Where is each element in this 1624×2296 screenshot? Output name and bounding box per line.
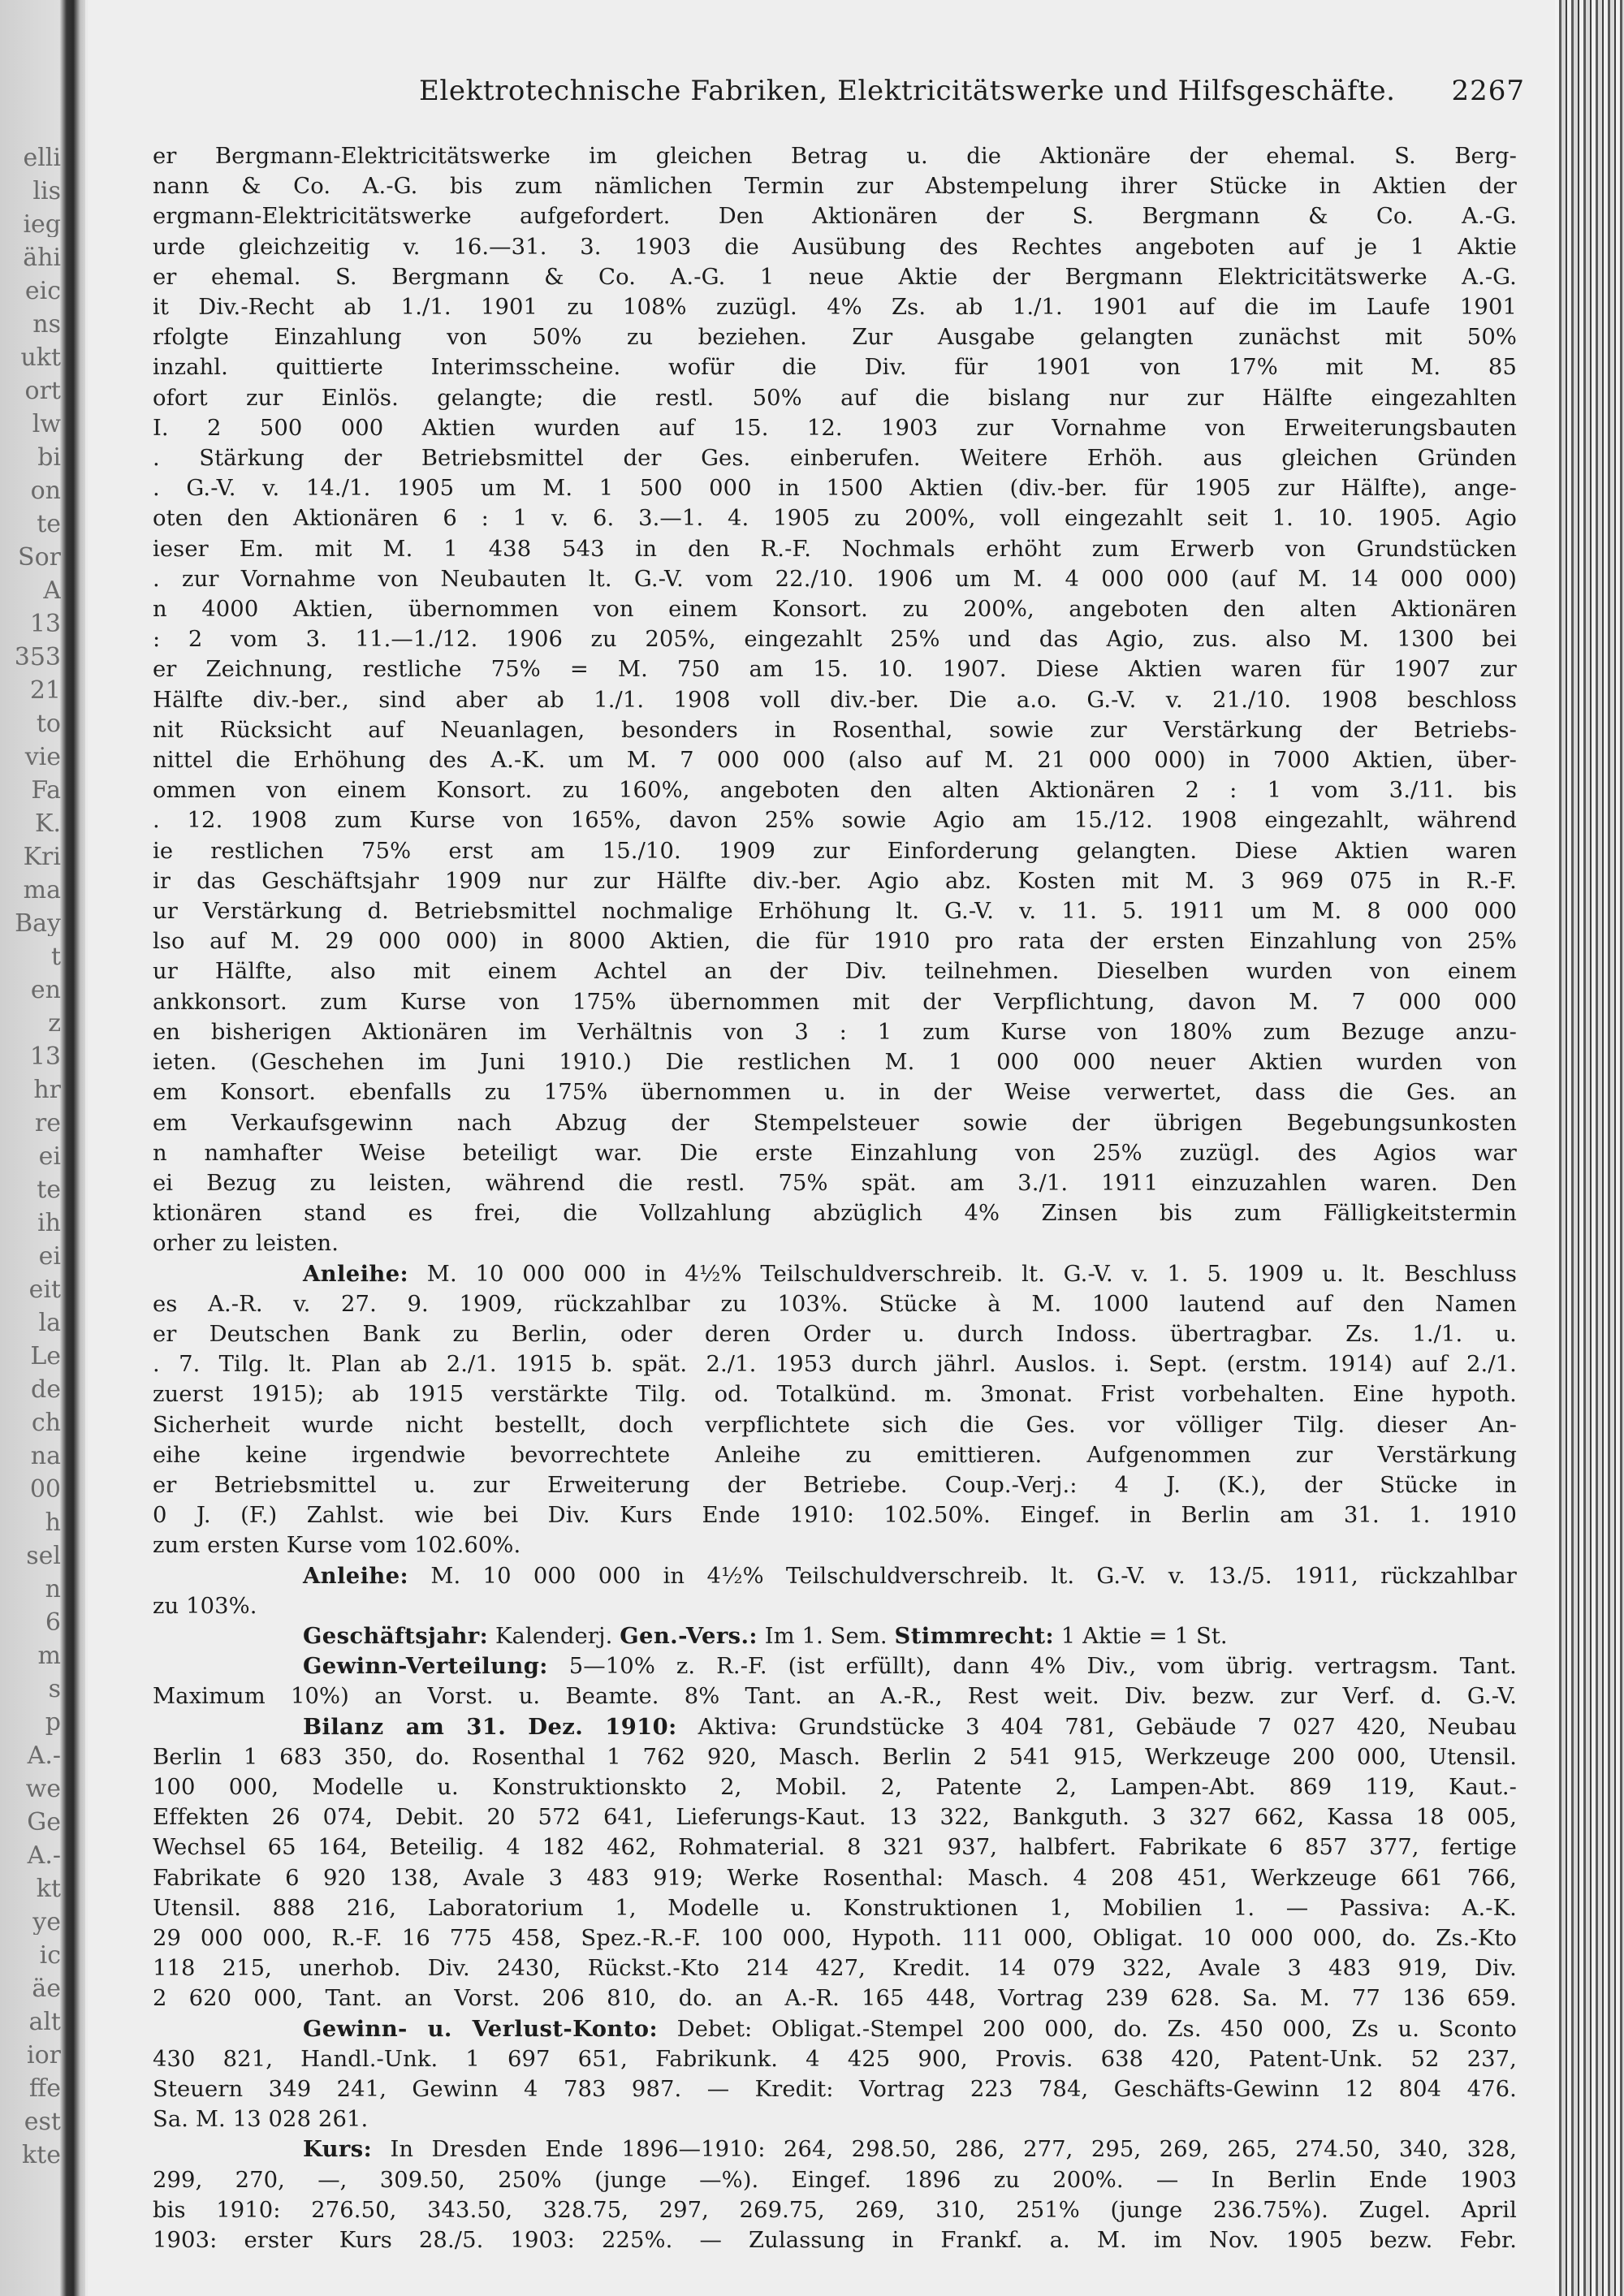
margin-fragment: Ge bbox=[27, 1810, 61, 1835]
margin-fragment: ior bbox=[27, 2044, 61, 2068]
line-text: . Stärkung der Betriebsmittel der Ges. einberufen. Weitere Erhöh. aus gleichen Gründen bbox=[153, 446, 1517, 472]
line-text: ieser Em. mit M. 1 438 543 in den R.-F. Nochmals erhöht zum Erwerb von Grundstücken bbox=[153, 536, 1517, 562]
text-line bbox=[153, 2044, 1517, 2074]
line-text: 29 000 000, R.-F. 16 775 458, Spez.-R.-F. 100 000, Hypoth. 111 000, Obligat. 10 000 000, do. Zs.-Kto bbox=[153, 1925, 1517, 1951]
line-text: ir das Geschäftsjahr 1909 nur zur Hälfte div.-ber. Agio abz. Kosten mit M. 3 969 075 in R.-F. bbox=[153, 868, 1517, 894]
line-text: ktionären stand es frei, die Vollzahlung abzüglich 4% Zinsen bis zum Fälligkeitstermin bbox=[153, 1201, 1517, 1227]
text-line bbox=[153, 1138, 1517, 1168]
text-line bbox=[153, 1802, 1517, 1832]
document-page bbox=[88, 0, 1555, 2296]
text-line bbox=[153, 1228, 1517, 1258]
text-line bbox=[153, 1953, 1517, 1983]
margin-fragment: lw bbox=[32, 412, 61, 437]
line-text: er Betriebsmittel u. zur Erweiterung der Betriebe. Coup.-Verj.: 4 J. (K.), der Stücke in bbox=[153, 1472, 1517, 1498]
text-line bbox=[153, 1772, 1517, 1802]
text-line bbox=[153, 1168, 1517, 1198]
line-text: er Deutschen Bank zu Berlin, oder deren Order u. durch Indoss. übertragbar. Zs. 1./1. u. bbox=[153, 1321, 1517, 1347]
line-text: em Verkaufsgewinn nach Abzug der Stempelsteuer sowie der übrigen Begebungsunkosten bbox=[153, 1110, 1517, 1136]
running-header bbox=[331, 75, 1525, 112]
margin-fragment: elli bbox=[23, 146, 61, 170]
line-text: 299, 270, —, 309.50, 250% (junge —%). Eingef. 1896 zu 200%. — In Berlin Ende 1903 bbox=[153, 2167, 1517, 2193]
line-text: es A.-R. v. 27. 9. 1909, rückzahlbar zu 103%. Stücke à M. 1000 lautend auf den Namen bbox=[153, 1291, 1517, 1317]
text-line bbox=[153, 654, 1517, 684]
text-line bbox=[153, 1561, 1517, 1591]
text-line bbox=[153, 413, 1517, 443]
text-line bbox=[153, 775, 1517, 805]
text-line bbox=[153, 1621, 1517, 1651]
line-text: 100 000, Modelle u. Konstruktionskto 2, Mobil. 2, Patente 2, Lampen-Abt. 869 119, Kaut.- bbox=[153, 1774, 1517, 1800]
text-line bbox=[153, 322, 1517, 352]
margin-fragment: ort bbox=[24, 379, 61, 404]
line-text: Debet: Obligat.-Stempel 200 000, do. Zs. 450 000, Zs u. Sconto bbox=[657, 2016, 1517, 2042]
line-text: nittel die Erhöhung des A.-K. um M. 7 000 000 (also auf M. 21 000 000) in 7000 Aktien, über- bbox=[153, 748, 1517, 774]
line-text: Maximum 10%) an Vorst. u. Beamte. 8% Tant. an A.-R., Rest weit. Div. bezw. zur Verf. d. G.-V. bbox=[153, 1684, 1517, 1710]
line-text: Berlin 1 683 350, do. Rosenthal 1 762 920, Masch. Berlin 2 541 915, Werkzeuge 200 000, Utensil. bbox=[153, 1744, 1517, 1770]
line-text: er ehemal. S. Bergmann & Co. A.-G. 1 neue Aktie der Bergmann Elektricitätswerke A.-G. bbox=[153, 264, 1517, 290]
margin-fragment: ähi bbox=[23, 246, 61, 270]
line-text: 0 J. (F.) Zahlst. wie bei Div. Kurs Ende 1910: 102.50%. Eingef. in Berlin am 31. 1. 1910 bbox=[153, 1503, 1517, 1529]
text-line bbox=[153, 836, 1517, 866]
margin-fragment: na bbox=[30, 1444, 61, 1469]
line-text: Sa. M. 13 028 261. bbox=[153, 2107, 369, 2133]
margin-fragment: ye bbox=[32, 1910, 61, 1935]
text-line bbox=[153, 2014, 1517, 2044]
line-text: Aktiva: Grundstücke 3 404 781, Gebäude 7 027 420, Neubau bbox=[676, 1714, 1517, 1740]
section-heading: Bilanz am 31. Dez. 1910: bbox=[303, 1713, 677, 1740]
margin-fragment: re bbox=[34, 1111, 61, 1136]
text-line bbox=[153, 443, 1517, 473]
margin-fragment: 353 bbox=[14, 645, 61, 670]
line-text: orher zu leisten. bbox=[153, 1231, 339, 1257]
margin-fragment: alt bbox=[28, 2010, 61, 2035]
text-line bbox=[153, 1440, 1517, 1470]
margin-fragment: s bbox=[48, 1677, 61, 1702]
text-line bbox=[153, 866, 1517, 896]
line-text: lso auf M. 29 000 000) in 8000 Aktien, die für 1910 pro rata der ersten Einzahlung von 25% bbox=[153, 929, 1517, 955]
line-text: Wechsel 65 164, Beteilig. 4 182 462, Rohmaterial. 8 321 937, halbfert. Fabrikate 6 857 377, fertige bbox=[153, 1835, 1517, 1861]
line-text: . 12. 1908 zum Kurse von 165%, davon 25% sowie Agio am 15./12. 1908 eingezahlt, während bbox=[153, 808, 1517, 834]
margin-fragment: ei bbox=[38, 1245, 61, 1269]
margin-fragment: ieg bbox=[23, 213, 61, 237]
line-text: Effekten 26 074, Debit. 20 572 641, Lieferungs-Kaut. 13 322, Bankguth. 3 327 662, Kassa 18 005, bbox=[153, 1805, 1517, 1831]
line-text: ie restlichen 75% erst am 15./10. 1909 zur Einforderung gelangten. Diese Aktien waren bbox=[153, 838, 1517, 864]
margin-fragment: t bbox=[50, 945, 61, 969]
text-line bbox=[153, 1077, 1517, 1107]
line-text: n 4000 Aktien, übernommen von einem Konsort. zu 200%, angeboten den alten Aktionären bbox=[153, 597, 1517, 623]
line-text: ur Verstärkung d. Betriebsmittel nochmalige Erhöhung lt. G.-V. v. 11. 5. 1911 um M. 8 000 000 bbox=[153, 899, 1517, 925]
margin-fragment: eit bbox=[28, 1278, 61, 1302]
margin-fragment: z bbox=[48, 1012, 61, 1036]
text-line bbox=[153, 352, 1517, 382]
line-text: . G.-V. v. 14./1. 1905 um M. 1 500 000 in 1500 Aktien (div.-ber. für 1905 zur Hälfte), ange- bbox=[153, 476, 1517, 502]
line-text: nann & Co. A.-G. bis zum nämlichen Termin zur Abstempelung ihrer Stücke in Aktien der bbox=[153, 174, 1517, 200]
text-line bbox=[153, 745, 1517, 775]
line-text: em Konsort. ebenfalls zu 175% übernommen u. in der Weise verwertet, dass die Ges. an bbox=[153, 1080, 1517, 1106]
margin-fragment: Le bbox=[30, 1344, 61, 1369]
text-line bbox=[153, 1500, 1517, 1530]
text-line bbox=[153, 2165, 1517, 2195]
margin-fragment: ic bbox=[39, 1944, 61, 1968]
line-text: M. 10 000 000 in 4½% Teilschuldverschreib. lt. G.-V. v. 1. 5. 1909 u. lt. Beschluss bbox=[408, 1261, 1517, 1287]
line-text: bis 1910: 276.50, 343.50, 328.75, 297, 269.75, 269, 310, 251% (junge 236.75%). Zugel. April bbox=[153, 2197, 1517, 2223]
text-line bbox=[153, 1530, 1517, 1560]
body-text bbox=[153, 141, 1517, 2255]
line-text: en bisherigen Aktionären im Verhältnis von 3 : 1 zum Kurse von 180% zum Bezuge anzu- bbox=[153, 1019, 1517, 1045]
margin-fragment: est bbox=[24, 2110, 61, 2134]
margin-fragment: sel bbox=[26, 1544, 61, 1569]
margin-fragment: de bbox=[31, 1378, 61, 1402]
margin-fragment: kte bbox=[22, 2143, 61, 2168]
text-line bbox=[153, 956, 1517, 986]
text-line bbox=[153, 1832, 1517, 1862]
line-text: n namhafter Weise beteiligt war. Die erste Einzahlung von 25% zuzügl. des Agios war bbox=[153, 1140, 1517, 1166]
line-text: 430 821, Handl.-Unk. 1 697 651, Fabrikunk. 4 425 900, Provis. 638 420, Patent-Unk. 52 237, bbox=[153, 2046, 1517, 2072]
margin-fragment: Bay bbox=[15, 912, 61, 936]
text-line bbox=[153, 715, 1517, 745]
line-text: Hälfte div.-ber., sind aber ab 1./1. 1908 voll div.-ber. Die a.o. G.-V. v. 21./10. 1908 beschloss bbox=[153, 687, 1517, 713]
text-line bbox=[153, 1863, 1517, 1893]
text-line bbox=[153, 1379, 1517, 1409]
margin-fragment: to bbox=[36, 712, 61, 736]
margin-fragment: h bbox=[45, 1511, 61, 1535]
margin-fragment: ei bbox=[38, 1145, 61, 1169]
margin-fragment: p bbox=[45, 1711, 61, 1735]
text-line bbox=[153, 1349, 1517, 1379]
line-text: 1903: erster Kurs 28./5. 1903: 225%. — Zulassung in Frankf. a. M. im Nov. 1905 bezw. Febr. bbox=[153, 2228, 1517, 2254]
line-text: ommen von einem Konsort. zu 160%, angeboten den alten Aktionären 2 : 1 vom 3./11. bis bbox=[153, 778, 1517, 804]
text-line bbox=[153, 685, 1517, 715]
line-text: Im 1. Sem. bbox=[757, 1623, 895, 1649]
text-line bbox=[153, 896, 1517, 926]
line-text: : 2 vom 3. 11.—1./12. 1906 zu 205%, eingezahlt 25% und das Agio, zus. also M. 1300 bei bbox=[153, 627, 1517, 653]
margin-fragment: Fa bbox=[31, 779, 61, 803]
margin-fragment: äe bbox=[32, 1977, 61, 2001]
line-text: Kalenderj. bbox=[488, 1623, 620, 1649]
text-line bbox=[153, 594, 1517, 624]
section-heading: Anleihe: bbox=[303, 1260, 409, 1287]
line-text: ankkonsort. zum Kurse von 175% übernommen mit der Verpflichtung, davon M. 7 000 000 bbox=[153, 989, 1517, 1015]
margin-fragment: m bbox=[37, 1644, 61, 1668]
margin-fragment: K. bbox=[35, 812, 61, 836]
text-line bbox=[153, 503, 1517, 533]
header-title: Elektrotechnische Fabriken, Elektricitätswerke und Hilfsgeschäfte. bbox=[419, 75, 1396, 107]
line-text: rfolgte Einzahlung von 50% zu beziehen. Zur Ausgabe gelangten zunächst mit 50% bbox=[153, 325, 1517, 351]
margin-fragment: te bbox=[37, 1178, 61, 1202]
line-text: zum ersten Kurse vom 102.60%. bbox=[153, 1533, 521, 1559]
page-number: 2267 bbox=[1451, 75, 1525, 107]
margin-fragment: 6 bbox=[45, 1611, 61, 1635]
section-heading: Kurs: bbox=[303, 2136, 373, 2163]
text-line bbox=[153, 534, 1517, 564]
text-line bbox=[153, 1742, 1517, 1772]
text-line bbox=[153, 1470, 1517, 1500]
text-line bbox=[153, 292, 1517, 322]
line-text: eihe keine irgendwie bevorrechtete Anleihe zu emittieren. Aufgenommen zur Verstärkung bbox=[153, 1442, 1517, 1468]
text-line bbox=[153, 1923, 1517, 1953]
book-spine-edge bbox=[1555, 0, 1624, 2296]
line-text: urde gleichzeitig v. 16.—31. 3. 1903 die Ausübung des Rechtes angeboten auf je 1 Aktie bbox=[153, 234, 1517, 260]
margin-fragment: eic bbox=[24, 279, 61, 304]
margin-fragment: te bbox=[37, 512, 61, 537]
margin-fragment: bi bbox=[37, 446, 61, 470]
line-text: 5—10% z. R.-F. (ist erfüllt), dann 4% Div., vom übrig. vertragsm. Tant. bbox=[547, 1654, 1517, 1680]
line-text: ofort zur Einlös. gelangte; die restl. 50% auf die bislang nur zur Hälfte eingezahlten bbox=[153, 385, 1517, 411]
text-line bbox=[153, 564, 1517, 594]
text-line bbox=[153, 1198, 1517, 1228]
margin-fragment: lis bbox=[32, 179, 61, 204]
margin-fragment: 13 bbox=[29, 612, 61, 637]
margin-fragment: 21 bbox=[29, 679, 61, 703]
line-text: 1 Aktie = 1 St. bbox=[1053, 1623, 1228, 1649]
text-line bbox=[153, 1591, 1517, 1621]
line-text: ergmann-Elektricitätswerke aufgefordert. Den Aktionären der S. Bergmann & Co. A.-G. bbox=[153, 204, 1517, 230]
section-heading: Anleihe: bbox=[303, 1562, 409, 1589]
section-heading: Gewinn- u. Verlust-Konto: bbox=[303, 2015, 658, 2042]
text-line bbox=[153, 171, 1517, 201]
margin-fragment: kt bbox=[36, 1877, 61, 1901]
text-line bbox=[153, 805, 1517, 835]
section-heading: Stimmrecht: bbox=[894, 1622, 1054, 1649]
margin-fragment: hr bbox=[33, 1078, 61, 1103]
margin-fragment: en bbox=[30, 978, 61, 1003]
line-text: M. 10 000 000 in 4½% Teilschuldverschreib. lt. G.-V. v. 13./5. 1911, rückzahlbar bbox=[408, 1563, 1517, 1589]
text-line bbox=[153, 1893, 1517, 1923]
text-line bbox=[153, 141, 1517, 171]
margin-fragment: ch bbox=[31, 1411, 61, 1435]
text-line bbox=[153, 232, 1517, 262]
text-line bbox=[153, 2225, 1517, 2255]
line-text: inzahl. quittierte Interimsscheine. wofür die Div. für 1901 von 17% mit M. 85 bbox=[153, 355, 1517, 381]
margin-fragment: ns bbox=[32, 313, 61, 337]
text-line bbox=[153, 926, 1517, 956]
line-text: zu 103%. bbox=[153, 1593, 257, 1619]
text-line bbox=[153, 1259, 1517, 1289]
section-heading: Geschäftsjahr: bbox=[303, 1622, 489, 1649]
margin-fragment: vie bbox=[24, 745, 61, 770]
line-text: Sicherheit wurde nicht bestellt, doch verpflichtete sich die Ges. vor völliger Tilg. dieser An- bbox=[153, 1412, 1517, 1438]
section-heading: Gewinn-Verteilung: bbox=[303, 1653, 548, 1680]
text-line bbox=[153, 1017, 1517, 1047]
line-text: nit Rücksicht auf Neuanlagen, besonders in Rosenthal, sowie zur Verstärkung der Betriebs- bbox=[153, 717, 1517, 743]
margin-fragment: ffe bbox=[28, 2077, 61, 2101]
margin-fragment: 00 bbox=[29, 1478, 61, 1502]
text-line bbox=[153, 2074, 1517, 2104]
margin-fragment: A.- bbox=[27, 1844, 61, 1868]
line-text: oten den Aktionären 6 : 1 v. 6. 3.—1. 4. 1905 zu 200%, voll eingezahlt seit 1. 10. 1905. Agio bbox=[153, 506, 1517, 532]
margin-fragment: A.- bbox=[27, 1744, 61, 1768]
margin-fragment: la bbox=[38, 1311, 61, 1336]
margin-fragment: Sor bbox=[18, 546, 61, 570]
adjacent-page-edge bbox=[0, 0, 85, 2296]
margin-fragment: n bbox=[45, 1577, 61, 1602]
line-text: Steuern 349 241, Gewinn 4 783 987. — Kredit: Vortrag 223 784, Geschäfts-Gewinn 12 804 476. bbox=[153, 2077, 1517, 2102]
margin-fragment: ih bbox=[37, 1211, 61, 1236]
margin-fragment: 13 bbox=[29, 1045, 61, 1069]
text-line bbox=[153, 1289, 1517, 1319]
text-line bbox=[153, 624, 1517, 654]
margin-fragment: we bbox=[25, 1777, 61, 1802]
text-line bbox=[153, 1410, 1517, 1440]
text-line bbox=[153, 1319, 1517, 1349]
text-line bbox=[153, 987, 1517, 1017]
line-text: . 7. Tilg. lt. Plan ab 2./1. 1915 b. spät. 2./1. 1953 durch jährl. Auslos. i. Sept. (erstm. 1914) auf 2./1. bbox=[153, 1352, 1517, 1378]
margin-fragment: ukt bbox=[20, 346, 61, 370]
text-line bbox=[153, 1983, 1517, 2013]
text-line bbox=[153, 1108, 1517, 1138]
margin-fragment: on bbox=[30, 479, 61, 503]
line-text: Fabrikate 6 920 138, Avale 3 483 919; Werke Rosenthal: Masch. 4 208 451, Werkzeuge 661 766, bbox=[153, 1865, 1517, 1891]
line-text: Utensil. 888 216, Laboratorium 1, Modelle u. Konstruktionen 1, Mobilien 1. — Passiva: A.-K. bbox=[153, 1895, 1517, 1921]
line-text: er Zeichnung, restliche 75% = M. 750 am 15. 10. 1907. Diese Aktien waren für 1907 zur bbox=[153, 657, 1517, 683]
text-line bbox=[153, 201, 1517, 231]
text-line bbox=[153, 1047, 1517, 1077]
line-text: er Bergmann-Elektricitätswerke im gleichen Betrag u. die Aktionäre der ehemal. S. Berg- bbox=[153, 144, 1517, 169]
text-line bbox=[153, 2104, 1517, 2134]
line-text: In Dresden Ende 1896—1910: 264, 298.50, 286, 277, 295, 269, 265, 274.50, 340, 328, bbox=[372, 2137, 1517, 2163]
margin-fragment: Kri bbox=[23, 845, 61, 870]
line-text: ur Hälfte, also mit einem Achtel an der Div. teilnehmen. Dieselben wurden von einem bbox=[153, 959, 1517, 985]
line-text: zuerst 1915); ab 1915 verstärkte Tilg. od. Totalkünd. m. 3monat. Frist vorbehalten. Eine hypoth. bbox=[153, 1382, 1517, 1408]
line-text: I. 2 500 000 Aktien wurden auf 15. 12. 1903 zur Vornahme von Erweiterungsbauten bbox=[153, 415, 1517, 441]
text-line bbox=[153, 262, 1517, 292]
line-text: 118 215, unerhob. Div. 2430, Rückst.-Kto 214 427, Kredit. 14 079 322, Avale 3 483 919, Div. bbox=[153, 1956, 1517, 1982]
line-text: ieten. (Geschehen im Juni 1910.) Die restlichen M. 1 000 000 neuer Aktien wurden von bbox=[153, 1050, 1517, 1076]
line-text: it Div.-Recht ab 1./1. 1901 zu 108% zuzügl. 4% Zs. ab 1./1. 1901 auf die im Laufe 1901 bbox=[153, 295, 1517, 321]
margin-fragment: A bbox=[43, 579, 61, 603]
line-text: . zur Vornahme von Neubauten lt. G.-V. vom 22./10. 1906 um M. 4 000 000 (auf M. 14 000 000) bbox=[153, 566, 1517, 592]
text-line bbox=[153, 1651, 1517, 1681]
text-line bbox=[153, 2134, 1517, 2164]
line-text: 2 620 000, Tant. an Vorst. 206 810, do. an A.-R. 165 448, Vortrag 239 628. Sa. M. 77 136 659. bbox=[153, 1986, 1517, 2012]
margin-fragment: ma bbox=[23, 878, 61, 903]
text-line bbox=[153, 2195, 1517, 2225]
section-heading: Gen.-Vers.: bbox=[620, 1622, 758, 1649]
text-line bbox=[153, 473, 1517, 503]
line-text: ei Bezug zu leisten, während die restl. 75% spät. am 3./1. 1911 einzuzahlen waren. Den bbox=[153, 1170, 1517, 1196]
text-line bbox=[153, 1681, 1517, 1711]
text-line bbox=[153, 1712, 1517, 1742]
text-line bbox=[153, 383, 1517, 413]
